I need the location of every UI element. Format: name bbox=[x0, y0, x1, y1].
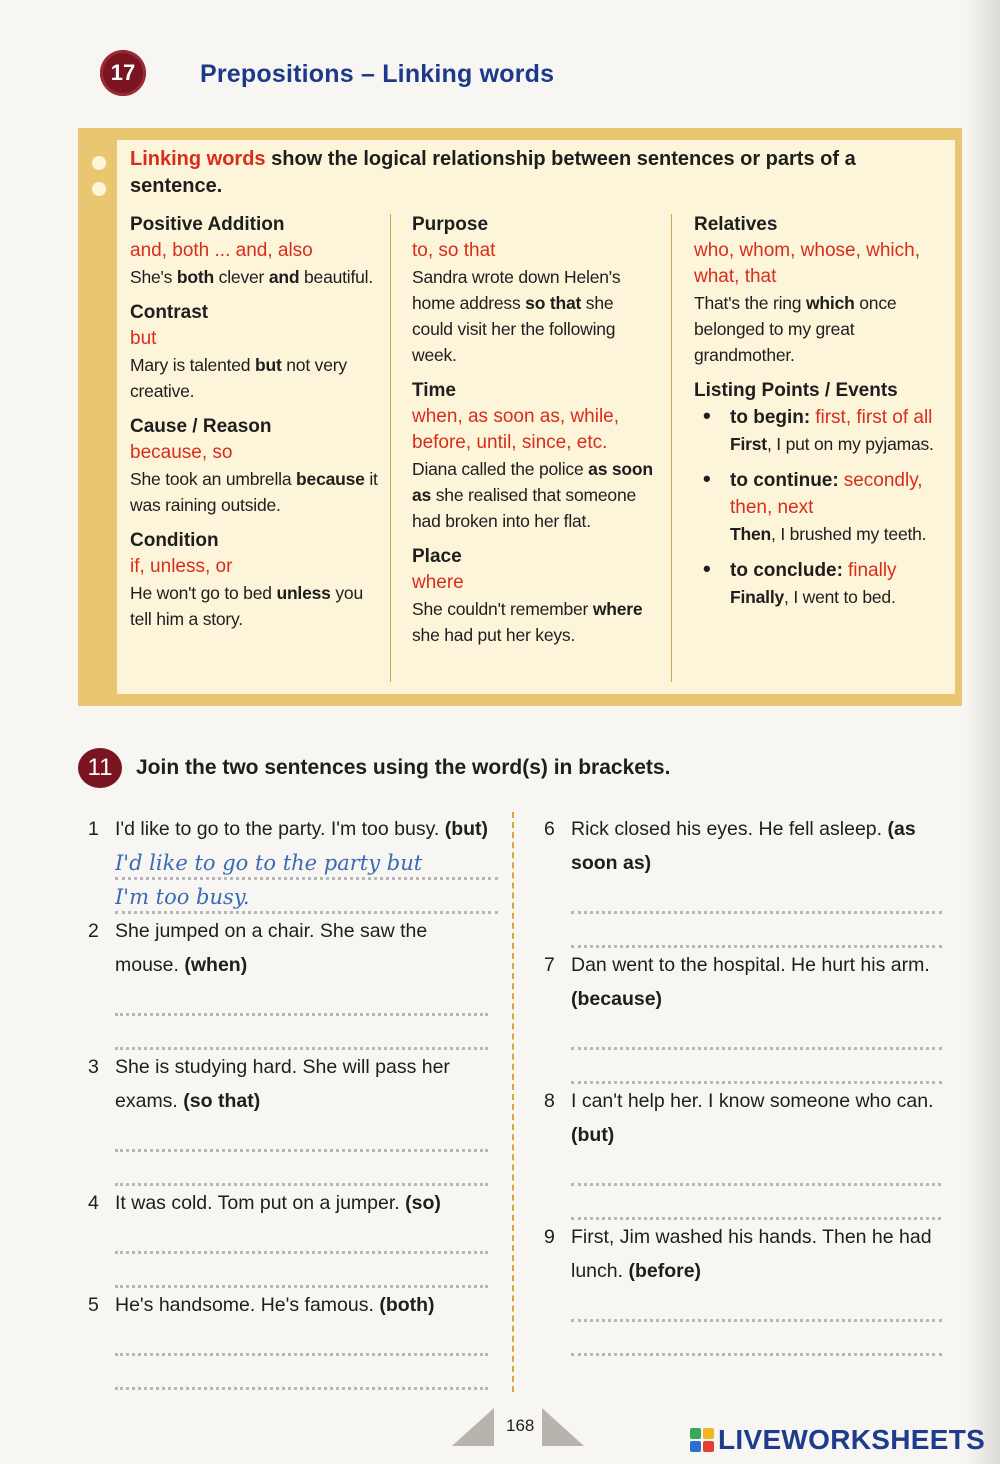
question-7: 7 Dan went to the hospital. He hurt his arm. (because) bbox=[544, 948, 942, 1084]
list-item: • to continue: secondly, then, next Then, I brushed my teeth. bbox=[694, 467, 944, 547]
example-sentence: She took an umbrella because it was raining outside. bbox=[130, 469, 378, 515]
answer-field[interactable] bbox=[115, 1322, 488, 1356]
decorative-dot-icon bbox=[92, 182, 106, 196]
answer-field[interactable] bbox=[115, 1220, 488, 1254]
answer-field[interactable] bbox=[115, 1152, 488, 1186]
liveworksheets-logo[interactable]: LIVEWORKSHEETS bbox=[690, 1424, 985, 1456]
positive-addition-section: Positive Addition and, both ... and, also She's both clever and beautiful. bbox=[130, 212, 382, 290]
page-number-marker bbox=[452, 1404, 584, 1446]
answer-field[interactable] bbox=[571, 1322, 942, 1356]
example-sentence: Sandra wrote down Helen's home address so that she could visit her the following week. bbox=[412, 267, 621, 365]
purpose-section: Purpose to, so that Sandra wrote down Helen's home address so that she could visit her the following week. bbox=[412, 212, 658, 368]
unit-number-badge: 17 bbox=[100, 50, 146, 96]
question-1: 1 I'd like to go to the party. I'm too busy. (but) I'd like to go to the party but I'm too busy. bbox=[88, 812, 498, 914]
answer-field[interactable] bbox=[571, 1186, 941, 1220]
example-sentence: Mary is talented but not very creative. bbox=[130, 355, 347, 401]
question-4: 4 It was cold. Tom put on a jumper. (so) bbox=[88, 1186, 488, 1288]
theory-intro: Linking words show the logical relationship between sentences or parts of a sentence. bbox=[130, 148, 856, 197]
question-8: 8 I can't help her. I know someone who can. (but) bbox=[544, 1084, 956, 1220]
condition-section: Condition if, unless, or He won't go to bed unless you tell him a story. bbox=[130, 528, 382, 632]
theory-column-3 bbox=[694, 212, 944, 620]
triangle-right-icon bbox=[542, 1408, 584, 1446]
answer-field[interactable] bbox=[115, 1016, 488, 1050]
question-6: 6 Rick closed his eyes. He fell asleep. (as soon as) bbox=[544, 812, 942, 948]
answer-field[interactable] bbox=[571, 1152, 941, 1186]
list-item: • to conclude: finally Finally, I went to bed. bbox=[694, 557, 944, 610]
page-number: 168 bbox=[506, 1416, 535, 1435]
unit-title: Prepositions – Linking words bbox=[200, 60, 555, 88]
example-sentence: Diana called the police as soon as she realised that someone had broken into her flat. bbox=[412, 459, 653, 531]
exercise-number-badge: 11 bbox=[78, 748, 122, 788]
answer-field[interactable] bbox=[571, 1288, 942, 1322]
answer-field[interactable] bbox=[115, 1356, 488, 1390]
answer-field[interactable] bbox=[571, 1050, 942, 1084]
contrast-section: Contrast but Mary is talented but not very creative. bbox=[130, 300, 382, 404]
page-edge-shadow bbox=[966, 0, 1000, 1464]
cause-section: Cause / Reason because, so She took an umbrella because it was raining outside. bbox=[130, 414, 382, 518]
triangle-left-icon bbox=[452, 1408, 494, 1446]
question-2: 2 She jumped on a chair. She saw the mouse. (when) bbox=[88, 914, 488, 1050]
exercise-instruction: Join the two sentences using the word(s) in brackets. bbox=[136, 756, 671, 779]
place-section: Place where She couldn't remember where she had put her keys. bbox=[412, 544, 658, 648]
question-3: 3 She is studying hard. She will pass her exams. (so that) bbox=[88, 1050, 488, 1186]
theory-column-2 bbox=[412, 212, 658, 658]
answer-field[interactable]: I'm too busy. bbox=[115, 880, 498, 914]
answer-field[interactable] bbox=[571, 1016, 942, 1050]
relatives-section: Relatives who, whom, whose, which, what, that That's the ring which once belonged to my great grandmother. bbox=[694, 212, 944, 368]
question-5: 5 He's handsome. He's famous. (both) bbox=[88, 1288, 488, 1390]
answer-field[interactable]: I'd like to go to the party but bbox=[115, 846, 498, 880]
answer-field[interactable] bbox=[571, 914, 942, 948]
answer-field[interactable] bbox=[115, 1118, 488, 1152]
answer-field[interactable] bbox=[115, 982, 488, 1016]
listing-section: Listing Points / Events • to begin: first, first of all First, I put on my pyjamas. • to continue: secondly, then, next Then, I brushed my teeth. • to conclude: finally Finally, I went to bed. bbox=[694, 378, 944, 610]
example-sentence: He won't go to bed unless you tell him a story. bbox=[130, 583, 363, 629]
time-section: Time when, as soon as, while, before, until, since, etc. Diana called the police as soon as she realised that someone had broken into her flat. bbox=[412, 378, 658, 534]
decorative-dot-icon bbox=[92, 156, 106, 170]
answer-field[interactable] bbox=[115, 1254, 488, 1288]
theory-column-1 bbox=[130, 212, 382, 642]
answer-field[interactable] bbox=[571, 880, 942, 914]
column-divider bbox=[390, 214, 391, 682]
column-divider bbox=[671, 214, 672, 682]
question-9: 9 First, Jim washed his hands. Then he had lunch. (before) bbox=[544, 1220, 942, 1356]
liveworksheets-icon bbox=[690, 1428, 714, 1452]
example-sentence: She's both clever and beautiful. bbox=[130, 267, 374, 287]
example-sentence: That's the ring which once belonged to my great grandmother. bbox=[694, 293, 897, 365]
list-item: • to begin: first, first of all First, I put on my pyjamas. bbox=[694, 404, 944, 457]
example-sentence: She couldn't remember where she had put her keys. bbox=[412, 599, 643, 645]
exercise-column-divider bbox=[512, 812, 514, 1392]
